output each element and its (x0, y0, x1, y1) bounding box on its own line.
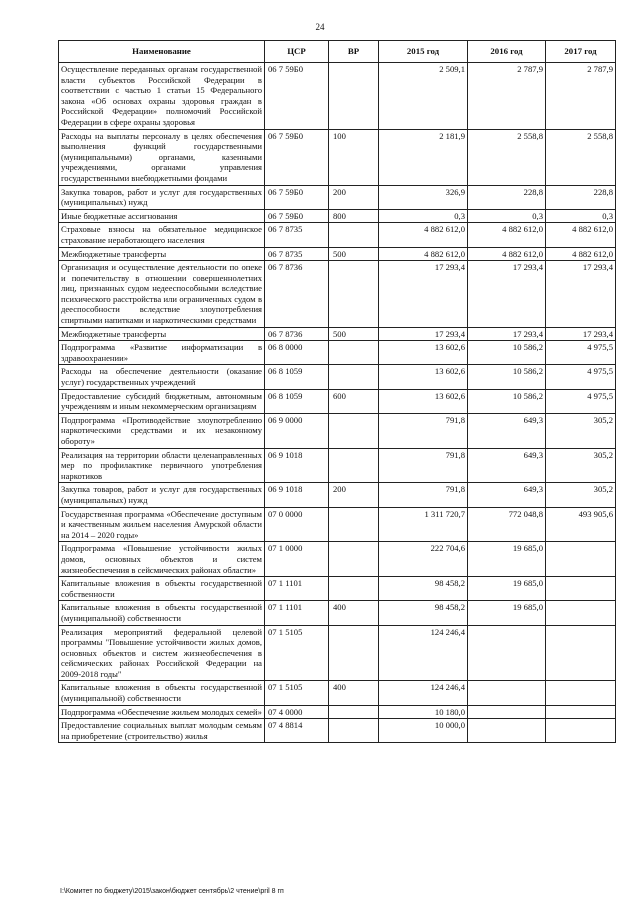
cell-2016 (468, 719, 546, 743)
cell-vr: 500 (329, 247, 379, 261)
table-row (59, 223, 616, 247)
table-row (59, 365, 616, 389)
cell-csr: 06 7 59Б0 (265, 185, 329, 209)
cell-2017: 4 975,5 (546, 365, 616, 389)
cell-2016: 17 293,4 (468, 261, 546, 328)
cell-2015: 124 246,4 (379, 625, 468, 681)
cell-vr (329, 223, 379, 247)
cell-csr: 07 4 8814 (265, 719, 329, 743)
cell-vr: 200 (329, 185, 379, 209)
cell-csr: 06 7 59Б0 (265, 63, 329, 130)
cell-2017: 305,2 (546, 448, 616, 483)
cell-name: Предоставление субсидий бюджетным, автономным учреждениям и иным некоммерческим организациям (59, 389, 265, 413)
cell-name: Предоставление социальных выплат молодым семьям на приобретение (строительство) жилья (59, 719, 265, 743)
cell-name: Реализация на территории области целенаправленных мер по профилактике первичного употребления наркотиков (59, 448, 265, 483)
cell-2015: 4 882 612,0 (379, 247, 468, 261)
cell-csr: 07 0 0000 (265, 507, 329, 542)
cell-2016: 2 787,9 (468, 63, 546, 130)
cell-vr (329, 719, 379, 743)
cell-csr: 07 1 5105 (265, 681, 329, 705)
cell-2017: 17 293,4 (546, 261, 616, 328)
cell-vr (329, 542, 379, 577)
cell-name: Иные бюджетные ассигнования (59, 209, 265, 223)
cell-2015: 10 180,0 (379, 705, 468, 719)
cell-vr (329, 577, 379, 601)
cell-name: Подпрограмма «Развитие информатизации в здравоохранении» (59, 341, 265, 365)
cell-2016: 772 048,8 (468, 507, 546, 542)
cell-csr: 06 7 8735 (265, 223, 329, 247)
cell-2015: 13 602,6 (379, 365, 468, 389)
cell-2017 (546, 601, 616, 625)
cell-vr: 500 (329, 327, 379, 341)
cell-vr (329, 507, 379, 542)
cell-name: Расходы на выплаты персоналу в целях обеспечения выполнения функций государственными (муниципальными) органами, казенными учреждениями, органами управления государственными внебюджетными фондами (59, 129, 265, 185)
cell-2016 (468, 625, 546, 681)
cell-csr: 06 8 1059 (265, 365, 329, 389)
cell-vr (329, 625, 379, 681)
cell-2015: 222 704,6 (379, 542, 468, 577)
cell-2016: 649,3 (468, 483, 546, 507)
cell-csr: 06 7 8736 (265, 261, 329, 328)
cell-2017: 0,3 (546, 209, 616, 223)
cell-csr: 07 1 0000 (265, 542, 329, 577)
cell-2016: 2 558,8 (468, 129, 546, 185)
cell-vr: 400 (329, 601, 379, 625)
cell-2017 (546, 705, 616, 719)
cell-2015: 17 293,4 (379, 327, 468, 341)
cell-csr: 07 1 1101 (265, 601, 329, 625)
header-2016: 2016 год (468, 41, 546, 63)
cell-csr: 06 9 0000 (265, 413, 329, 448)
cell-2015: 98 458,2 (379, 601, 468, 625)
cell-name: Расходы на обеспечение деятельности (оказание услуг) государственных учреждений (59, 365, 265, 389)
cell-2016: 19 685,0 (468, 577, 546, 601)
cell-2017: 2 558,8 (546, 129, 616, 185)
cell-name: Капитальные вложения в объекты государственной (муниципальной) собственности (59, 601, 265, 625)
cell-2015: 98 458,2 (379, 577, 468, 601)
header-csr: ЦСР (265, 41, 329, 63)
cell-csr: 07 1 1101 (265, 577, 329, 601)
cell-2017: 2 787,9 (546, 63, 616, 130)
cell-2017: 305,2 (546, 483, 616, 507)
cell-2017 (546, 681, 616, 705)
cell-2017: 4 882 612,0 (546, 223, 616, 247)
cell-name: Межбюджетные трансферты (59, 247, 265, 261)
cell-2015: 4 882 612,0 (379, 223, 468, 247)
table-row (59, 542, 616, 577)
cell-2017: 493 905,6 (546, 507, 616, 542)
cell-2017 (546, 577, 616, 601)
cell-2016: 10 586,2 (468, 365, 546, 389)
cell-2017: 4 975,5 (546, 341, 616, 365)
cell-name: Капитальные вложения в объекты государственной (муниципальной) собственности (59, 681, 265, 705)
cell-vr: 200 (329, 483, 379, 507)
cell-vr (329, 261, 379, 328)
cell-2015: 2 181,9 (379, 129, 468, 185)
cell-name: Закупка товаров, работ и услуг для государственных (муниципальных) нужд (59, 483, 265, 507)
cell-name: Капитальные вложения в объекты государственной собственности (59, 577, 265, 601)
table-row (59, 341, 616, 365)
header-2017: 2017 год (546, 41, 616, 63)
cell-2015: 2 509,1 (379, 63, 468, 130)
cell-vr: 400 (329, 681, 379, 705)
header-vr: ВР (329, 41, 379, 63)
cell-vr (329, 448, 379, 483)
table-row (59, 247, 616, 261)
cell-2015: 1 311 720,7 (379, 507, 468, 542)
cell-vr: 800 (329, 209, 379, 223)
header-name: Наименование (59, 41, 265, 63)
table-row (59, 577, 616, 601)
cell-2016: 10 586,2 (468, 389, 546, 413)
cell-2017 (546, 719, 616, 743)
cell-vr (329, 413, 379, 448)
cell-2015: 791,8 (379, 413, 468, 448)
cell-2015: 10 000,0 (379, 719, 468, 743)
table-row (59, 185, 616, 209)
cell-name: Реализация мероприятий федеральной целевой программы "Повышение устойчивости жилых домов, основных объектов и систем жизнеобеспечения в сейсмических районах Российской Федерации на 2009-2018 годы" (59, 625, 265, 681)
cell-2016: 10 586,2 (468, 341, 546, 365)
cell-name: Организация и осуществление деятельности по опеке и попечительству в отношении совершеннолетних лиц, признанных судом недееспособными вследствие психического расстройства или ограниченных судом в дееспособности вследствие злоупотребления спиртными напитками и наркотическими средствами (59, 261, 265, 328)
table-row (59, 483, 616, 507)
cell-name: Закупка товаров, работ и услуг для государственных (муниципальных) нужд (59, 185, 265, 209)
budget-table (58, 40, 616, 743)
cell-2015: 13 602,6 (379, 389, 468, 413)
cell-2016: 19 685,0 (468, 601, 546, 625)
cell-2016 (468, 705, 546, 719)
cell-vr (329, 365, 379, 389)
cell-csr: 06 7 59Б0 (265, 209, 329, 223)
cell-2016: 649,3 (468, 448, 546, 483)
table-row (59, 681, 616, 705)
cell-2015: 0,3 (379, 209, 468, 223)
cell-2016: 649,3 (468, 413, 546, 448)
table-row (59, 63, 616, 130)
cell-2016: 0,3 (468, 209, 546, 223)
table-row (59, 129, 616, 185)
cell-name: Страховые взносы на обязательное медицинское страхование неработающего населения (59, 223, 265, 247)
table-row (59, 507, 616, 542)
cell-2017: 305,2 (546, 413, 616, 448)
cell-csr: 06 7 59Б0 (265, 129, 329, 185)
cell-csr: 06 7 8736 (265, 327, 329, 341)
cell-csr: 06 7 8735 (265, 247, 329, 261)
page-number: 24 (315, 22, 325, 32)
cell-2015: 326,9 (379, 185, 468, 209)
cell-name: Подпрограмма «Повышение устойчивости жилых домов, основных объектов и систем жизнеобеспечения в сейсмических районах области» (59, 542, 265, 577)
table-body (59, 63, 616, 743)
cell-2017 (546, 542, 616, 577)
cell-2016: 228,8 (468, 185, 546, 209)
cell-csr: 06 8 0000 (265, 341, 329, 365)
cell-2016: 4 882 612,0 (468, 247, 546, 261)
table-row (59, 448, 616, 483)
cell-2015: 13 602,6 (379, 341, 468, 365)
table-row (59, 601, 616, 625)
table-row (59, 719, 616, 743)
cell-2015: 791,8 (379, 483, 468, 507)
cell-2017 (546, 625, 616, 681)
table-row (59, 625, 616, 681)
cell-csr: 06 9 1018 (265, 483, 329, 507)
table-row (59, 705, 616, 719)
cell-2016: 19 685,0 (468, 542, 546, 577)
cell-name: Межбюджетные трансферты (59, 327, 265, 341)
table-header-row (59, 41, 616, 63)
cell-vr: 600 (329, 389, 379, 413)
cell-vr: 100 (329, 129, 379, 185)
header-2015: 2015 год (379, 41, 468, 63)
table-row (59, 209, 616, 223)
cell-2017: 228,8 (546, 185, 616, 209)
cell-2015: 124 246,4 (379, 681, 468, 705)
footer-file-path: I:\Комитет по бюджету\2015\закон\бюджет сентябрь\2 чтение\pril 8 гп (60, 888, 284, 895)
cell-2015: 17 293,4 (379, 261, 468, 328)
table-row (59, 389, 616, 413)
cell-name: Государственная программа «Обеспечение доступным и качественным жильем населения Амурской области на 2014 – 2020 годы» (59, 507, 265, 542)
table-row (59, 413, 616, 448)
cell-csr: 06 8 1059 (265, 389, 329, 413)
cell-2016: 17 293,4 (468, 327, 546, 341)
table-row (59, 261, 616, 328)
cell-csr: 06 9 1018 (265, 448, 329, 483)
table-row (59, 327, 616, 341)
cell-2016 (468, 681, 546, 705)
cell-2015: 791,8 (379, 448, 468, 483)
cell-2017: 4 975,5 (546, 389, 616, 413)
cell-csr: 07 4 0000 (265, 705, 329, 719)
cell-name: Подпрограмма «Противодействие злоупотреблению наркотическими средствами и их незаконному обороту» (59, 413, 265, 448)
cell-vr (329, 63, 379, 130)
cell-vr (329, 705, 379, 719)
cell-2017: 4 882 612,0 (546, 247, 616, 261)
cell-vr (329, 341, 379, 365)
cell-2017: 17 293,4 (546, 327, 616, 341)
cell-csr: 07 1 5105 (265, 625, 329, 681)
cell-2016: 4 882 612,0 (468, 223, 546, 247)
cell-name: Подпрограмма «Обеспечение жильем молодых семей» (59, 705, 265, 719)
cell-name: Осуществление переданных органам государственной власти субъектов Российской Федерации в соответствии с частью 1 статьи 15 Федерального закона «Об основах охраны здоровья граждан в Российской Федерации» полномочий Российской Федерации в сфере охраны здоровья (59, 63, 265, 130)
